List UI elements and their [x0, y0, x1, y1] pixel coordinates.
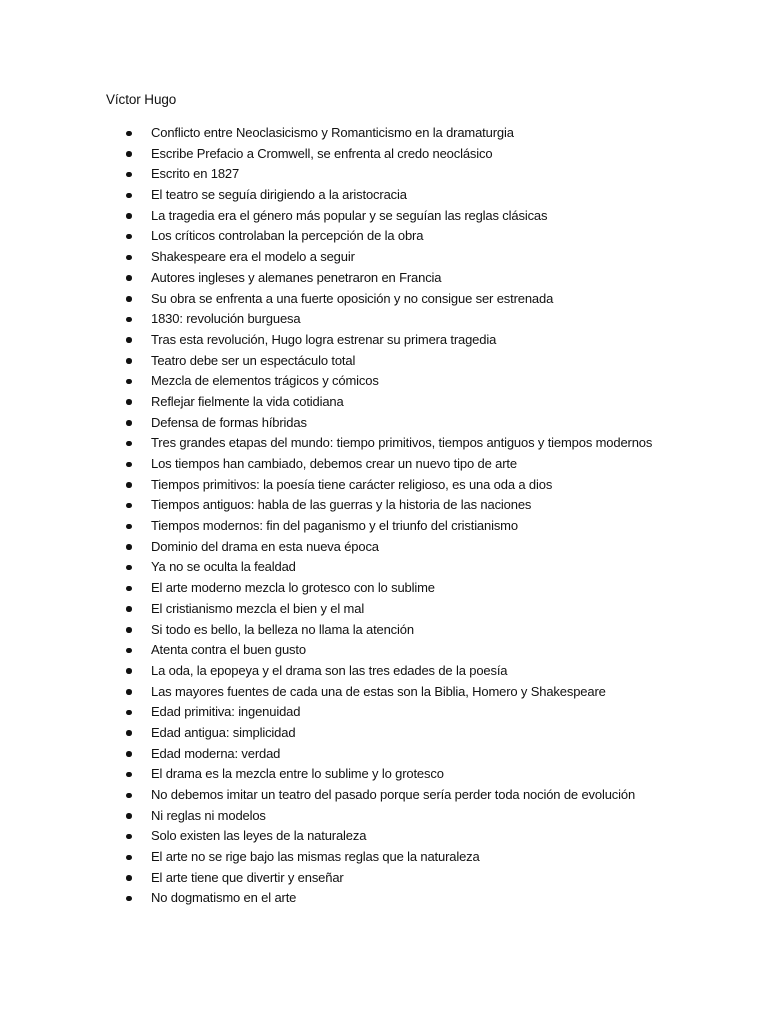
list-item-text: La tragedia era el género más popular y se seguían las reglas clásicas — [151, 207, 548, 223]
bullet-icon — [126, 151, 132, 157]
list-item-text: Tiempos modernos: fin del paganismo y el triunfo del cristianismo — [151, 518, 518, 534]
bullet-icon — [126, 482, 132, 488]
list-item-text: Autores ingleses y alemanes penetraron en Francia — [151, 269, 442, 285]
bullet-icon — [126, 275, 132, 281]
list-item — [0, 247, 768, 268]
list-item — [0, 351, 768, 372]
list-item — [0, 392, 768, 413]
bullet-icon — [126, 813, 132, 819]
list-item-text: Edad antigua: simplicidad — [151, 724, 296, 740]
list-item-text: Dominio del drama en esta nueva época — [151, 538, 379, 554]
list-item-text: No debemos imitar un teatro del pasado porque sería perder toda noción de evolución — [151, 787, 636, 802]
bullet-icon — [126, 172, 132, 178]
list-item — [0, 806, 768, 827]
list-item — [0, 516, 768, 537]
bullet-icon — [126, 358, 132, 364]
bullet-icon — [126, 524, 132, 530]
list-item — [0, 578, 768, 599]
bullet-icon — [126, 420, 132, 426]
bullet-icon — [126, 689, 132, 695]
list-item-text: El cristianismo mezcla el bien y el mal — [151, 600, 365, 616]
bullet-icon — [126, 627, 132, 633]
bullet-icon — [126, 668, 132, 674]
list-item — [0, 723, 768, 744]
list-item — [0, 144, 768, 165]
bullet-icon — [126, 255, 132, 261]
list-item — [0, 268, 768, 289]
bullet-icon — [126, 441, 132, 447]
bullet-icon — [126, 337, 132, 343]
list-item-text: La oda, la epopeya y el drama son las tres edades de la poesía — [151, 662, 508, 678]
bullet-icon — [126, 648, 132, 654]
list-item — [0, 413, 768, 434]
bullet-icon — [126, 462, 132, 468]
list-item-text: Si todo es bello, la belleza no llama la atención — [151, 621, 414, 637]
list-item-text: No dogmatismo en el arte — [151, 890, 297, 906]
list-item-text: Mezcla de elementos trágicos y cómicos — [151, 373, 379, 389]
bullet-icon — [126, 834, 132, 840]
list-item-text: Edad primitiva: ingenuidad — [151, 704, 301, 720]
list-item — [0, 599, 768, 620]
bullet-icon — [126, 606, 132, 612]
bullet-icon — [126, 896, 132, 902]
list-item — [0, 433, 768, 454]
list-item — [0, 123, 768, 144]
list-item-text: Teatro debe ser un espectáculo total — [151, 352, 356, 368]
document-title: Víctor Hugo — [106, 92, 177, 107]
list-item-text: Conflicto entre Neoclasicismo y Romanticismo en la dramaturgia — [151, 125, 514, 140]
bullet-icon — [126, 751, 132, 757]
list-item-text: Shakespeare era el modelo a seguir — [151, 249, 355, 265]
list-item — [0, 289, 768, 310]
bullet-icon — [126, 544, 132, 550]
list-item — [0, 868, 768, 889]
list-item-text: Escribe Prefacio a Cromwell, se enfrenta al credo neoclásico — [151, 145, 493, 161]
list-item — [0, 702, 768, 723]
bullet-icon — [126, 296, 132, 302]
bullet-icon — [126, 131, 132, 137]
list-item-text: Los críticos controlaban la percepción de la obra — [151, 228, 424, 244]
list-item — [0, 185, 768, 206]
list-item-text: Tiempos antiguos: habla de las guerras y la historia de las naciones — [151, 497, 532, 513]
list-item — [0, 226, 768, 247]
list-item — [0, 475, 768, 496]
list-item — [0, 764, 768, 785]
list-item — [0, 454, 768, 475]
list-item-text: Tiempos primitivos: la poesía tiene carácter religioso, es una oda a dios — [151, 476, 553, 492]
bullet-icon — [126, 855, 132, 861]
list-item-text: Ni reglas ni modelos — [151, 807, 266, 823]
list-item-text: El arte moderno mezcla lo grotesco con lo sublime — [151, 580, 435, 596]
bullet-icon — [126, 503, 132, 509]
list-item — [0, 682, 768, 703]
list-item — [0, 371, 768, 392]
list-item — [0, 164, 768, 185]
list-item — [0, 661, 768, 682]
list-item-text: Las mayores fuentes de cada una de estas son la Biblia, Homero y Shakespeare — [151, 683, 606, 699]
list-item-text: El arte no se rige bajo las mismas reglas que la naturaleza — [151, 849, 480, 865]
list-item — [0, 826, 768, 847]
bullet-icon — [126, 730, 132, 736]
bullet-icon — [126, 710, 132, 716]
bullet-icon — [126, 793, 132, 799]
list-item-text: Escrito en 1827 — [151, 166, 240, 182]
list-item — [0, 557, 768, 578]
list-item-text: Tres grandes etapas del mundo: tiempo primitivos, tiempos antiguos y tiempos modernos — [151, 435, 653, 451]
list-item — [0, 537, 768, 558]
list-item-text: Atenta contra el buen gusto — [151, 642, 306, 658]
bullet-icon — [126, 875, 132, 881]
list-item-text: Edad moderna: verdad — [151, 745, 281, 761]
bullet-list — [0, 123, 768, 909]
bullet-icon — [126, 772, 132, 778]
list-item-text: El arte tiene que divertir y enseñar — [151, 869, 344, 885]
bullet-icon — [126, 234, 132, 240]
list-item — [0, 330, 768, 351]
list-item-text: Tras esta revolución, Hugo logra estrenar su primera tragedia — [151, 331, 497, 347]
list-item — [0, 309, 768, 330]
bullet-icon — [126, 213, 132, 219]
bullet-icon — [126, 317, 132, 323]
list-item — [0, 206, 768, 227]
list-item-text: Los tiempos han cambiado, debemos crear un nuevo tipo de arte — [151, 456, 517, 471]
list-item-text: Su obra se enfrenta a una fuerte oposición y no consigue ser estrenada — [151, 290, 554, 306]
list-item — [0, 847, 768, 868]
list-item-text: Defensa de formas híbridas — [151, 414, 307, 430]
bullet-icon — [126, 586, 132, 592]
list-item — [0, 888, 768, 909]
bullet-icon — [126, 565, 132, 571]
list-item — [0, 495, 768, 516]
bullet-icon — [126, 379, 132, 385]
list-item-text: El drama es la mezcla entre lo sublime y lo grotesco — [151, 766, 444, 782]
bullet-icon — [126, 399, 132, 405]
list-item-text: 1830: revolución burguesa — [151, 311, 301, 327]
list-item — [0, 620, 768, 641]
list-item — [0, 744, 768, 765]
list-item-text: El teatro se seguía dirigiendo a la aristocracia — [151, 187, 407, 203]
list-item-text: Solo existen las leyes de la naturaleza — [151, 828, 367, 844]
list-item — [0, 640, 768, 661]
bullet-icon — [126, 193, 132, 199]
list-item-text: Reflejar fielmente la vida cotidiana — [151, 393, 344, 409]
list-item-text: Ya no se oculta la fealdad — [151, 559, 296, 575]
list-item — [0, 785, 768, 806]
